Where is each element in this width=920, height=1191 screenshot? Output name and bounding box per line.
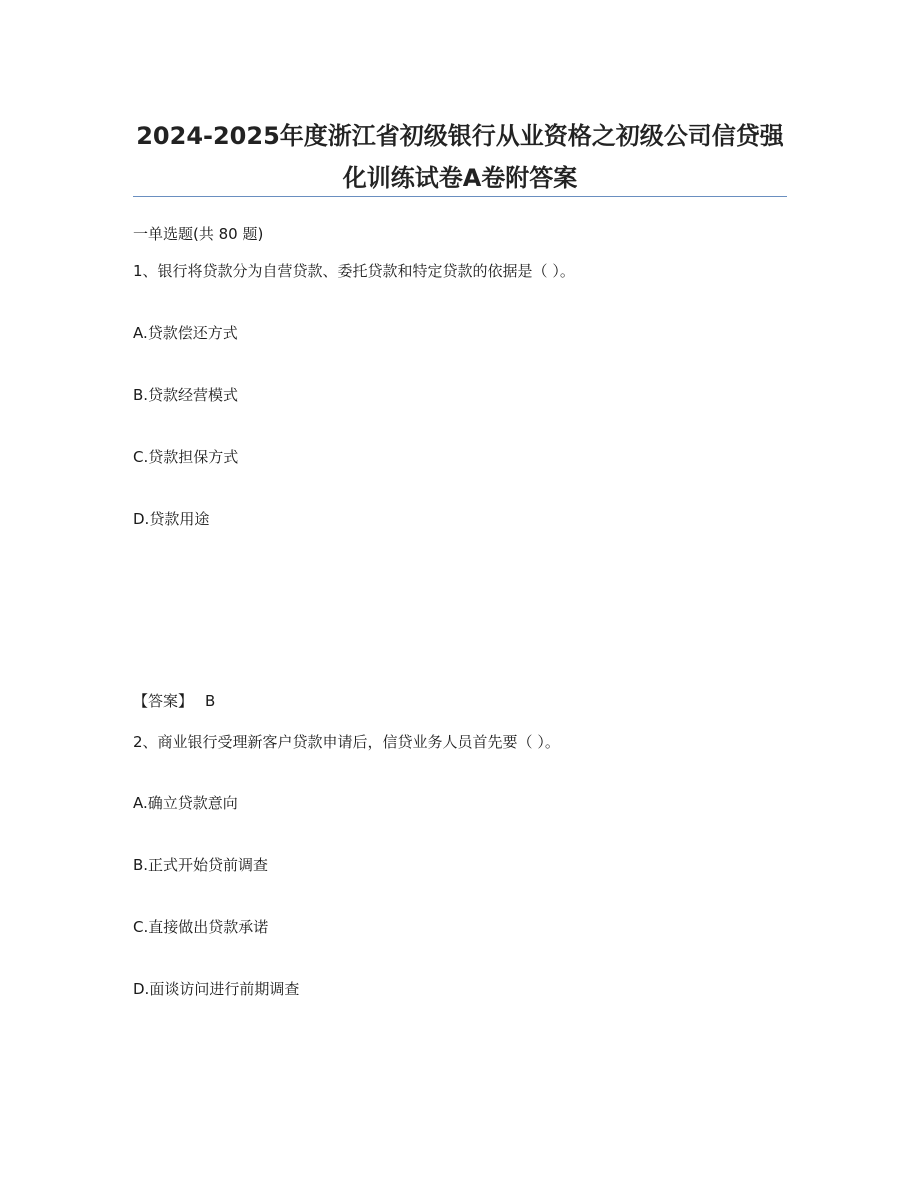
- document-title-line-1: 2024-2025年度浙江省初级银行从业资格之初级公司信贷强: [136, 122, 784, 150]
- answer-label: 【答案】: [133, 692, 194, 710]
- section-heading: 一单选题(共 80 题): [133, 225, 264, 243]
- question-1-option-b: B.贷款经营模式: [133, 386, 239, 404]
- question-1-option-d: D.贷款用途: [133, 510, 210, 528]
- question-1-stem: 1、银行将贷款分为自营贷款、委托贷款和特定贷款的依据是（ ）。: [133, 262, 575, 280]
- question-2-stem: 2、商业银行受理新客户贷款申请后，信贷业务人员首先要（ ）。: [133, 733, 560, 751]
- question-1-answer: [133, 691, 215, 711]
- question-1-option-c: C.贷款担保方式: [133, 448, 239, 466]
- question-2-option-b: B.正式开始贷前调查: [133, 856, 269, 874]
- question-2-option-c: C.直接做出贷款承诺: [133, 918, 269, 936]
- question-2-option-d: D.面谈访问进行前期调查: [133, 980, 300, 998]
- answer-value: B: [205, 692, 216, 710]
- question-1-option-a: A.贷款偿还方式: [133, 324, 238, 342]
- title-divider: [133, 196, 787, 197]
- document-title-line-2: 化训练试卷A卷附答案: [342, 164, 578, 192]
- question-2-option-a: A.确立贷款意向: [133, 794, 238, 812]
